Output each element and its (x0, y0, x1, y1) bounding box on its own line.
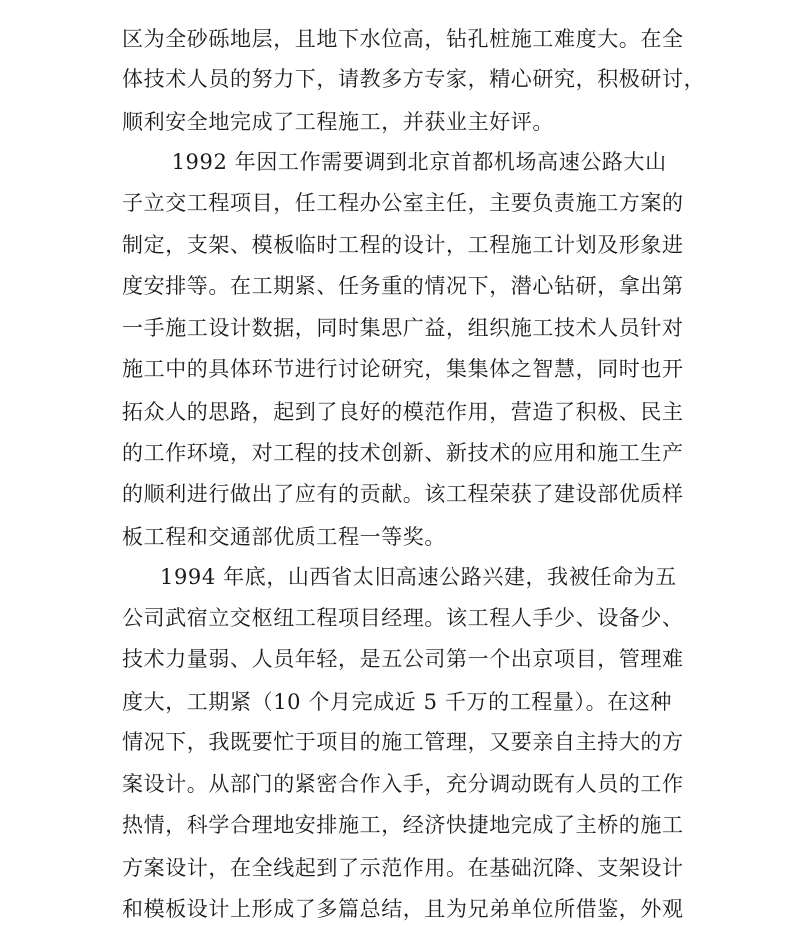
text-line: 体技术人员的努力下，请教多方专家，精心研究，积极研讨， (122, 67, 706, 91)
text-line: 区为全砂砾地层，且地下水位高，钻孔桩施工难度大。在全 (122, 27, 684, 51)
text-line: 1994 年底，山西省太旧高速公路兴建，我被任命为五 (160, 565, 677, 589)
text-line: 热情，科学合理地安排施工，经济快捷地完成了主桥的施工 (122, 813, 684, 837)
text-line: 的顺利进行做出了应有的贡献。该工程荣获了建设部优质样 (122, 482, 684, 506)
text-line: 1992 年因工作需要调到北京首都机场高速公路大山 (150, 150, 667, 174)
text-line: 一手施工设计数据，同时集思广益，组织施工技术人员针对 (122, 316, 684, 340)
text-line: 子立交工程项目，任工程办公室主任，主要负责施工方案的 (122, 191, 684, 215)
text-line: 和模板设计上形成了多篇总结，且为兄弟单位所借鉴，外观 (122, 897, 684, 921)
text-line: 情况下，我既要忙于项目的施工管理，又要亲自主持大的方 (122, 730, 684, 754)
text-line: 案设计。从部门的紧密合作入手，充分调动既有人员的工作 (122, 772, 684, 796)
text-line: 技术力量弱、人员年轻，是五公司第一个出京项目，管理难 (122, 647, 684, 671)
text-line: 方案设计，在全线起到了示范作用。在基础沉降、支架设计 (122, 856, 684, 880)
text-line: 施工中的具体环节进行讨论研究，集集体之智慧，同时也开 (122, 357, 684, 381)
text-line: 公司武宿立交枢纽工程项目经理。该工程人手少、设备少、 (122, 606, 684, 630)
text-line: 制定，支架、模板临时工程的设计，工程施工计划及形象进 (122, 233, 684, 257)
text-line: 板工程和交通部优质工程一等奖。 (122, 525, 446, 549)
text-line: 拓众人的思路，起到了良好的模范作用，营造了积极、民主 (122, 400, 684, 424)
text-line: 的工作环境，对工程的技术创新、新技术的应用和施工生产 (122, 441, 684, 465)
text-line: 度安排等。在工期紧、任务重的情况下，潜心钻研，拿出第 (122, 274, 684, 298)
text-line: 顺利安全地完成了工程施工，并获业主好评。 (122, 110, 554, 134)
text-line: 度大，工期紧（10 个月完成近 5 千万的工程量）。在这种 (122, 690, 673, 714)
